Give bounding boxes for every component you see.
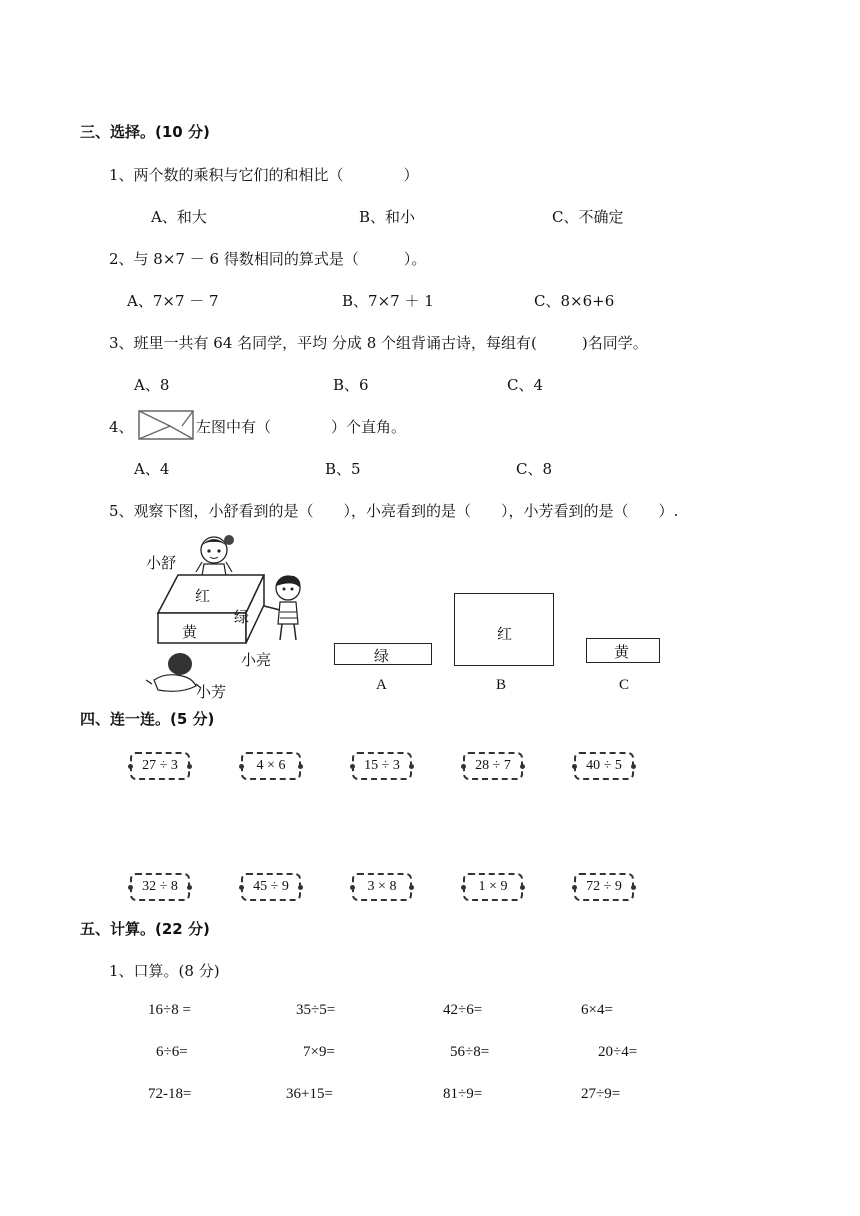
box-side-label: 绿 — [234, 610, 250, 626]
calc-r1-c4: 6×4= — [581, 1002, 613, 1018]
calc-r1-c1: 16÷8 = — [148, 1002, 191, 1018]
q4-option-a: A、4 — [134, 460, 170, 478]
calc-r2-c2: 7×9= — [303, 1044, 335, 1060]
q2-option-b: B、7×7 ＋ 1 — [342, 292, 434, 310]
match-card-bottom-1[interactable]: 32 ÷ 8 — [130, 873, 190, 901]
q1-option-c: C、不确定 — [552, 208, 624, 226]
calc-r1-c3: 42÷6= — [443, 1002, 483, 1018]
calc-r2-c1: 6÷6= — [156, 1044, 188, 1060]
match-card-top-4[interactable]: 28 ÷ 7 — [463, 752, 523, 780]
match-card-top-2[interactable]: 4 × 6 — [241, 752, 301, 780]
question-4: 左图中有（ ）个直角。 — [196, 418, 407, 436]
calc-r3-c1: 72-18= — [148, 1086, 192, 1102]
q4-option-c: C、8 — [516, 460, 553, 478]
section-5-title: 五、计算。(22 分) — [80, 920, 210, 938]
q1-option-a: A、和大 — [151, 208, 207, 226]
calc-r1-c2: 35÷5= — [296, 1002, 336, 1018]
view-a-text: 绿 — [374, 649, 390, 665]
label-xiaoliang: 小亮 — [241, 653, 272, 669]
q2-option-c: C、8×6+6 — [534, 292, 615, 310]
match-card-top-1[interactable]: 27 ÷ 3 — [130, 752, 190, 780]
match-card-top-3[interactable]: 15 ÷ 3 — [352, 752, 412, 780]
question-2: 2、与 8×7 － 6 得数相同的算式是（ ）。 — [109, 250, 427, 268]
q4-option-b: B、5 — [325, 460, 361, 478]
view-c-text: 黄 — [614, 645, 630, 661]
q2-option-a: A、7×7 － 7 — [127, 292, 219, 310]
section-3-title: 三、选择。(10 分) — [80, 123, 210, 141]
girl-xiaofang-icon — [146, 650, 202, 698]
calc-r3-c4: 27÷9= — [581, 1086, 621, 1102]
view-b-text: 红 — [497, 627, 513, 643]
view-b-label: B — [496, 677, 507, 693]
question-4-prefix: 4、 — [109, 418, 134, 436]
label-xiaofang: 小芳 — [196, 685, 227, 701]
q3-option-b: B、6 — [333, 376, 369, 394]
box-front-label: 黄 — [182, 625, 198, 641]
subsection-mental-math: 1、口算。(8 分) — [109, 962, 220, 980]
q3-option-a: A、8 — [134, 376, 170, 394]
box-top-label: 红 — [195, 589, 211, 605]
q1-option-b: B、和小 — [359, 208, 416, 226]
match-card-top-5[interactable]: 40 ÷ 5 — [574, 752, 634, 780]
view-a-label: A — [376, 677, 387, 693]
match-card-bottom-3[interactable]: 3 × 8 — [352, 873, 412, 901]
observation-figure — [140, 530, 680, 705]
match-card-bottom-5[interactable]: 72 ÷ 9 — [574, 873, 634, 901]
match-card-bottom-4[interactable]: 1 × 9 — [463, 873, 523, 901]
match-card-bottom-2[interactable]: 45 ÷ 9 — [241, 873, 301, 901]
calc-r3-c3: 81÷9= — [443, 1086, 483, 1102]
envelope-figure-icon — [138, 410, 194, 440]
question-5: 5、观察下图，小舒看到的是（ ），小亮看到的是（ ），小芳看到的是（ ）. — [109, 502, 679, 520]
girl-xiaoshu-icon — [188, 532, 240, 578]
q3-option-c: C、4 — [507, 376, 544, 394]
boy-xiaoliang-icon — [260, 572, 308, 644]
colored-box-figure — [156, 573, 266, 645]
question-3: 3、班里一共有 64 名同学，平均 分成 8 个组背诵古诗，每组有( )名同学。 — [109, 334, 648, 352]
question-1: 1、两个数的乘积与它们的和相比（ ） — [109, 166, 419, 184]
view-c-label: C — [619, 677, 630, 693]
calc-r2-c3: 56÷8= — [450, 1044, 490, 1060]
calc-r2-c4: 20÷4= — [598, 1044, 638, 1060]
section-4-title: 四、连一连。(5 分) — [80, 710, 215, 728]
label-xiaoshu: 小舒 — [146, 556, 177, 572]
calc-r3-c2: 36+15= — [286, 1086, 333, 1102]
